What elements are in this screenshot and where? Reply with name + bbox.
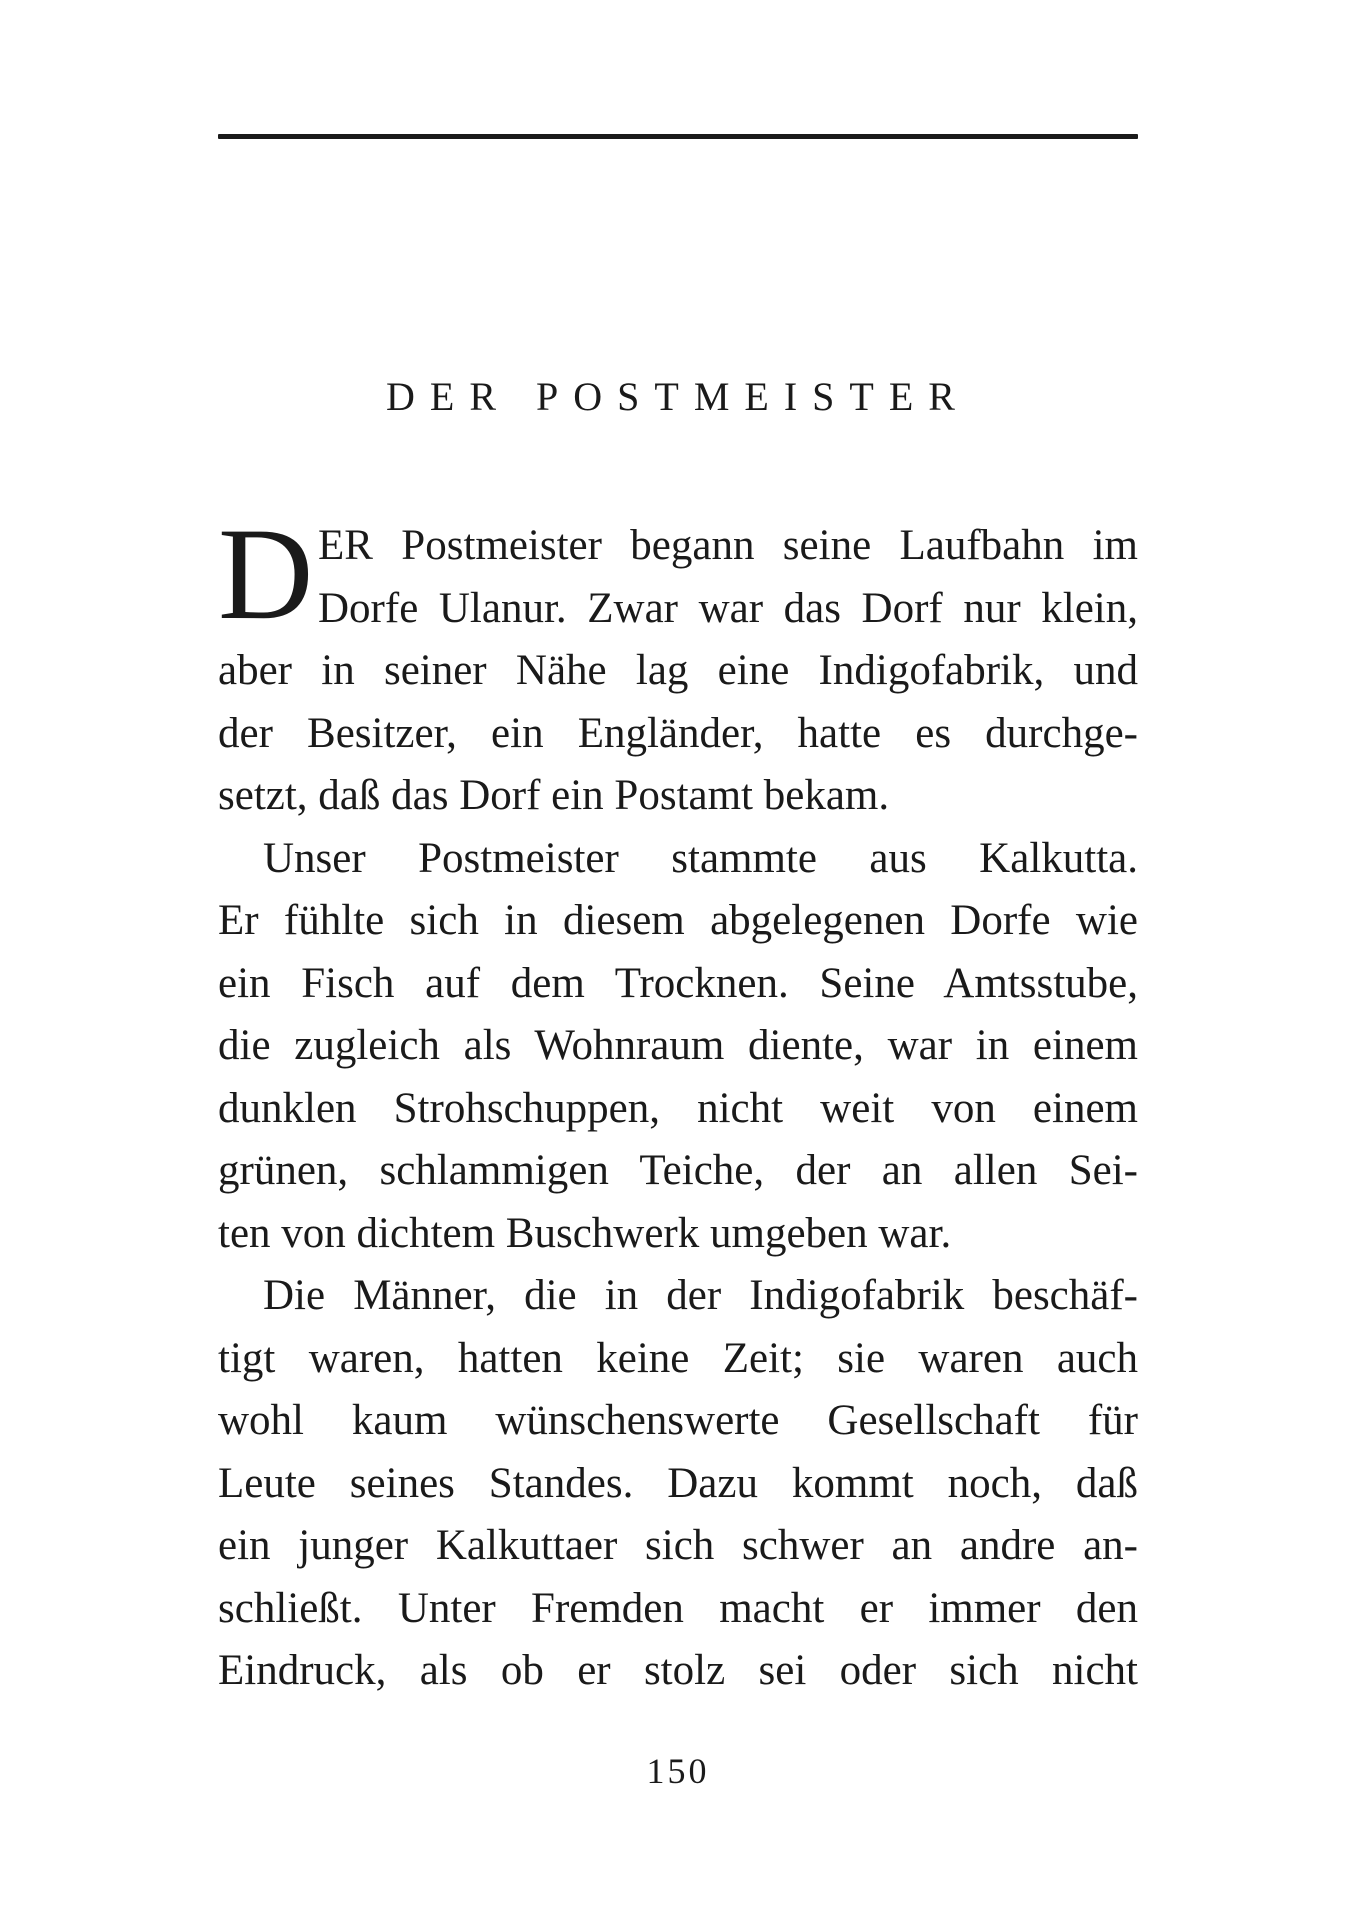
text-line: schließt. Unter Fremden macht er immer den [218,1584,1138,1632]
body-text [218,515,1138,1703]
chapter-title: DER POSTMEISTER [386,374,970,419]
text-line: ten von dichtem Buschwerk umgeben war. [218,1209,952,1257]
text-line: Die Männer, die in der Indigofabrik beschäf- [263,1272,1138,1319]
text-line: Leute seines Standes. Dazu kommt noch, daß [218,1459,1138,1507]
text-line: setzt, daß das Dorf ein Postamt bekam. [218,772,890,819]
header-rule [218,134,1138,139]
text-line: ein Fisch auf dem Trocknen. Seine Amtsstube, [218,959,1138,1007]
text-line: grünen, schlammigen Teiche, der an allen Sei- [218,1147,1138,1194]
text-line: die zugleich als Wohnraum diente, war in einem [218,1022,1138,1069]
text-line: ER Postmeister begann seine Laufbahn im [318,522,1138,569]
text-line: Dorfe Ulanur. Zwar war das Dorf nur klein, [318,584,1138,632]
text-line: Er fühlte sich in diesem abgelegenen Dorfe wie [218,897,1138,944]
drop-cap: D [218,518,314,636]
text-line: der Besitzer, ein Engländer, hatte es durchge- [218,709,1138,757]
text-line: dunklen Strohschuppen, nicht weit von einem [218,1084,1138,1132]
text-line: wohl kaum wünschenswerte Gesellschaft für [218,1397,1138,1444]
text-line: Eindruck, als ob er stolz sei oder sich nicht [218,1647,1138,1694]
text-line: aber in seiner Nähe lag eine Indigofabrik, und [218,647,1138,694]
page-number: 150 [646,1751,710,1791]
text-line: ein junger Kalkuttaer sich schwer an andre an- [218,1522,1138,1569]
text-line: tigt waren, hatten keine Zeit; sie waren auch [218,1334,1138,1382]
text-line: Unser Postmeister stammte aus Kalkutta. [263,834,1138,882]
